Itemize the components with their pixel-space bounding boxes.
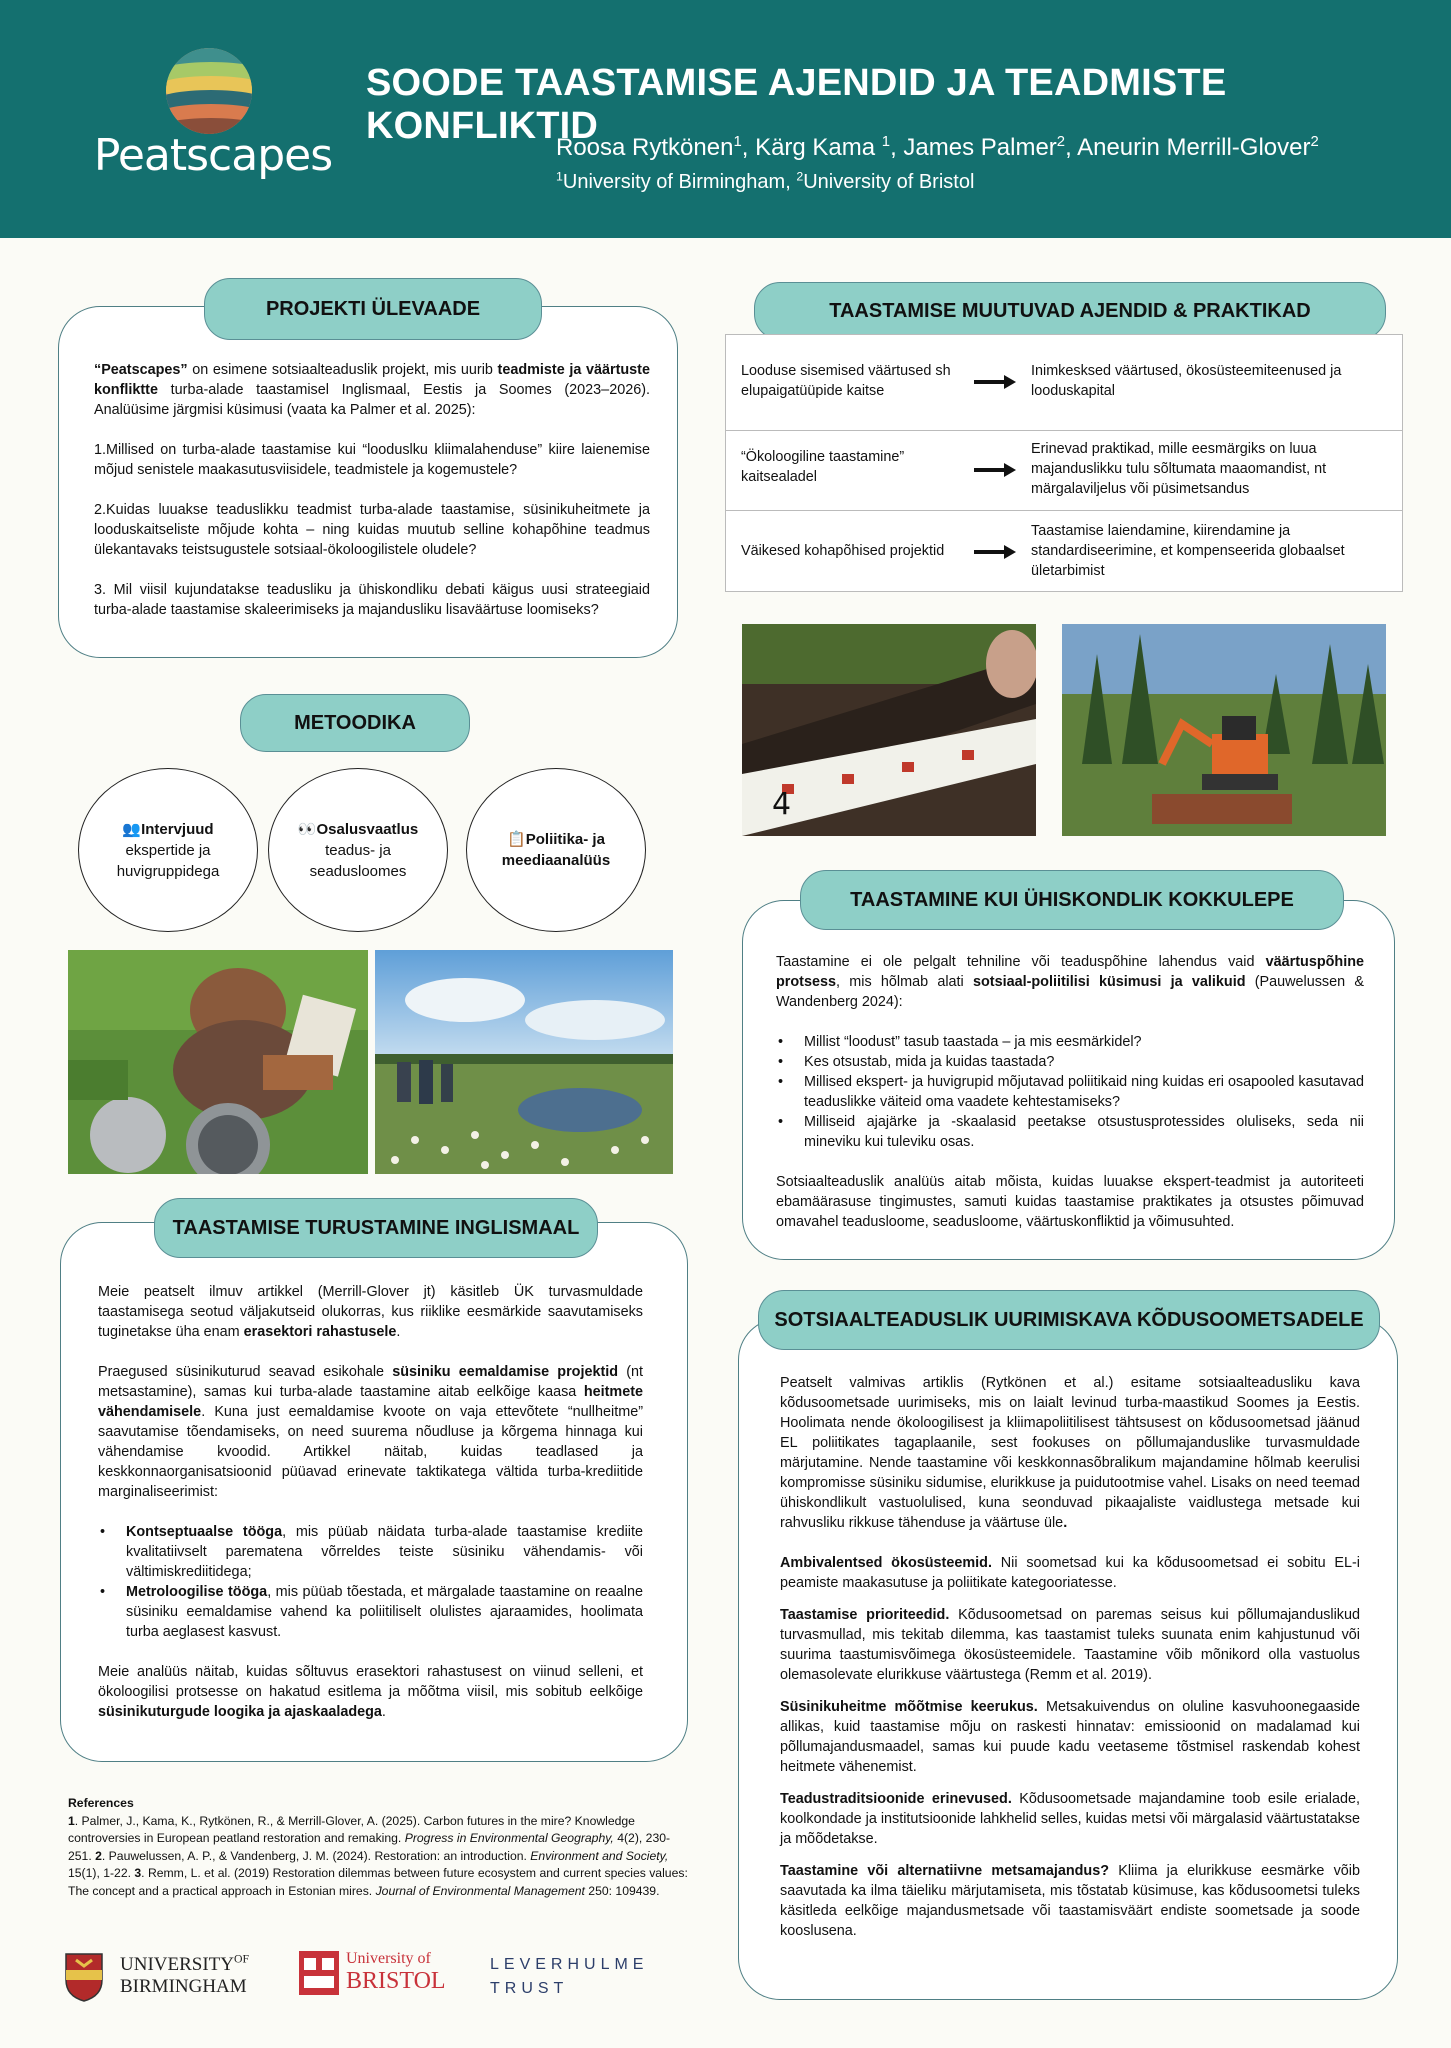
estonia-heading: SOTSIAALTEADUSLIK UURIMISKAVA KÕDUSOOMETSADELE — [758, 1290, 1380, 1350]
question-1: 1.Millised on turba-alade taastamise kui “looduslku kliimalahenduse” kiire laienemise mõjud senistele maakasutusviisidele, teadmistele ja kogemustele? — [94, 442, 650, 478]
list-item: • Metroloogilise tööga, mis püüab tõestada, et märgalade taastamine on reaalne süsiniku eemaldamise vahend ka poliitiliselt olulistes ajaraamides, hoolimata turba aeglasest kasvust. — [98, 1582, 643, 1642]
question-2: 2.Kuidas luuakse teaduslikku teadmist turba-alade taastamise, süsinikuheitmete ja looduskaitseliste mõjude kohta – ning kuidas muutub selline kohapõhine teadmus ülekantavaks teistsugustele sotsiaal-ökoloogilistele oludele? — [94, 502, 650, 558]
table-row: Looduse sisemised väärtused sh elupaigatüüpide kaitse Inimkesksed väärtused, ökosüsteemiteenused ja looduskapital — [726, 335, 1402, 431]
affiliations: $^1$University of Birmingham, $^2$University of Bristol — [556, 169, 975, 193]
question-3: 3. Mil viisil kujundatakse teadusliku ja ühiskondliku debati käigus uusi strateegiaid turba-alade taastamise skaleerimiseks ja majandusliku lisaväärtuse loomiseks? — [94, 582, 650, 618]
table-row: “Ökoloogiline taastamine” kaitsealadel Erinevad praktikad, mille eesmärgiks on luua majanduslikku tulu sõltumata maaomandist, nt märgalaviljelus või püsimetsandus — [726, 431, 1402, 511]
birmingham-crest-icon — [64, 1952, 104, 2002]
photo-excavator — [1062, 624, 1386, 836]
uk-market-heading: TAASTAMISE TURUSTAMINE INGLISMAAL — [154, 1198, 598, 1258]
eyes-icon: 👀 — [297, 820, 317, 838]
motives-table — [725, 334, 1403, 592]
peatscapes-logo-icon — [166, 48, 252, 134]
svg-text:4: 4 — [772, 787, 792, 822]
method-interviews: 👥Intervjuud ekspertide ja huvigruppidega — [78, 768, 258, 932]
list-item: • Milliseid ajajärke ja -skaalasid peetakse otsustusprotessides oluliseks, seda nii mineviku kui tuleviku osas. — [776, 1112, 1364, 1152]
photo-bog-landscape — [375, 950, 673, 1174]
list-item: • Kontseptuaalse tööga, mis püüab näidata turba-alade taastamise krediite kvalitatiivselt parematena võrreldes teiste süsiniku vähendamis- või vältimiskrediitidega; — [98, 1522, 643, 1582]
estonia-text: Peatselt valmivas artiklis (Rytkönen et al.) esitame sotsiaalteadusliku kava kõdusoometsade uurimiseks, mis on laialt levinud turba-maastikud Soomes ja Eestis. Hoolimata nende ökoloogilisest ja kliimapoliitilisest tähtsusest on kõdusoometsad jäänud EL poliitikates tagaplaanile, sest fookuses on põllumajanduslike turvasmuldade märjutamine. Nende taastamine või keskkonnasõbralikum majandamine hõlmab keerulisi kompromisse süsiniku sidumise, elurikkuse ja puidutootmise vahel. Lisaks on need teemad ühiskondlikult vastuolulised, kuna seonduvad pikaajaliste vaidlustega metsade kui rahvusliku rikkuse tähenduse ja väärtuse üle. Ambivalentsed ökosüsteemid. Nii soometsad kui ka kõdusoometsad ei sobitu EL-i peamiste maakasutuse ja poliitikate kategooriatesse. Taastamise prioriteedid. Kõdusoometsad on paremas seisus kui põllumajanduslikud turvasmullad, mis tekitab dilemma, kas taastamist tuleks suunata enim kahjustunud või suurima taastumisvõimega ökosüsteemidele. Taastamine võib mõnikord olla vastuolus olemasolevate elurikkuse väärtustega (Remm et al. 2019). Süsinikuheitme mõõtmise keerukus. Metsakuivendus on oluline kasvuhoonegaaside allikas, kuid taastamise mõju on raskesti hinnatav: emissioonid on madalamad kui põllumajandusmaadel, samas kui puude kadu veetaseme tõstmisel raskendab kohest heitmete vähenemist. Teadustraditsioonide erinevused. Kõdusoometsade majandamine toob esile erialade, koolkondade ja institutsioonide lahkhelid selles, kuidas metsi või märgalasid väärtustatakse ja mõõdetakse. Taastamine või alternatiivne metsamajandus? Kliima ja elurikkuse eesmärke võib saavutada ka ilma täieliku märjutamiseta, mis tõstatab küsimuse, kas kõdusoometsi tuleks käsitleda eelkõige majandusmetsade või taastamisväärt endiste soometsade ja soode kooslusena. — [780, 1375, 1361, 1939]
uk-market-text: Meie peatselt ilmuv artikkel (Merrill-Glover jt) käsitleb ÜK turvasmuldade taastamisega seotud väljakutseid olukorras, kus riiklike eesmärkide saavutamiseks tuginetakse üha enam erasektori rahastusele. Praegused süsinikuturud seavad esikohale süsiniku eemaldamise projektid (nt metsastamine), samas kui turba-alade taastamine aitab eelkõige kaasa heitmete vähendamisele. Kuna just eemaldamise kvoote on vaja ettevõtete “nullheitme” saavutamise tõendamiseks, on need suurema nõudluse ja kõrgema hinnaga kui vähendamise kvoodid. Artikkel näitab, kuidas teadlased ja keskkonnaorganisatsioonid püüavad erinevate taktikatega vältida turba-krediitide marginaliseerimist: • Kontseptuaalse tööga, mis püüab näidata turba-alade taastamise krediite kvalitatiivselt parematena võrreldes teiste süsiniku vähendamis- või vältimiskrediitidega; • Metroloogilise tööga, mis püüab tõestada, et märgalade taastamine on reaalne süsiniku eemaldamise vahend ka poliitiliselt olulistes ajaraamides, hoolimata turba aeglasest kasvust. Meie analüüs näitab, kuidas sõltuvus erasektori rahastusest on viinud selleni, et ökoloogilisi protsesse on hakatud esitlema ja mõõtma viisil, mis sobitub eelkõige süsinikuturgude loogika ja ajaskaaladega. — [98, 1282, 643, 1742]
references: References 1. Palmer, J., Kama, K., Rytkönen, R., & Merrill-Glover, A. (2025). Carbon futures in the mire? Knowledge controversies in European peatland restoration and remaking. Progress in Environmental Geography, 4(2), 230-251. 2. Pauwelussen, A. P., & Vandenberg, J. M. (2024). Restoration: an introduction. Environment and Society, 15(1), 1-22. 3. Remm, L. et al. (2019) Restoration dilemmas between future ecosystem and current species values: The concept and a practical approach in Estonian mires. Journal of Environmental Management 250: 109439. — [68, 1796, 688, 1898]
method-policy-analysis: 📋Poliitika- ja meediaanalüüs — [466, 768, 646, 932]
table-row: Väikesed kohapõhised projektid Taastamise laiendamine, kiirendamine ja standardiseerimine, et kompenseerida globaalset ületarbimist — [741, 523, 1345, 579]
consensus-text: Taastamine ei ole pelgalt tehniline või teaduspõhine lahendus vaid väärtuspõhine protsess, mis hõlmab alati sotsiaal-poliitilisi küsimusi ja valikuid (Pauwelussen & Wandenberg 2024): • Millist “loodust” tasub taastada – ja mis eesmärkidel? • Kes otsustab, mida ja kuidas taastada? • Millised ekspert- ja huvigrupid mõjutavad poliitikaid ning kuidas eri osapooled kasutavad teaduslikke väiteid oma vaadete kehtestamiseks? • Milliseid ajajärke ja -skaalasid peetakse otsustusprotessides oluliseks, seda nii mineviku kui tuleviku osas. Sotsiaalteaduslik analüüs aitab mõista, kuidas luuakse ekspert-teadmist ja autoriteeti ebamäärasuse tingimustes, samuti kuidas taastamise praktikates ja otsustes põimuvad omavahel teadusloome, seadusloome, väärtuskonfliktid ja võimusuhted. — [776, 952, 1364, 1252]
arrow-right-icon — [974, 375, 1016, 389]
changing-heading: TAASTAMISE MUUTUVAD AJENDID & PRAKTIKAD — [754, 282, 1386, 340]
people-icon: 👥 — [122, 820, 142, 838]
list-item: • Millised ekspert- ja huvigrupid mõjutavad poliitikaid ning kuidas eri osapooled kasutavad teaduslikke väiteid oma vaadete kehtestamiseks? — [776, 1072, 1364, 1112]
arrow-right-icon — [974, 545, 1016, 559]
list-item: • Kes otsustab, mida ja kuidas taastada? — [776, 1052, 1364, 1072]
consensus-heading: TAASTAMINE KUI ÜHISKONDLIK KOKKULEPE — [800, 870, 1344, 930]
list-item: • Millist “loodust” tasub taastada – ja mis eesmärkidel? — [776, 1032, 1364, 1052]
overview-text: “Peatscapes” on esimene sotsiaalteaduslik projekt, mis uurib teadmiste ja väärtuste konfliktte turba-alade taastamisel Inglismaal, Eestis ja Soomes (2023–2026). Analüüsime järgmisi küsimusi (vaata ka Palmer et al. 2025): 1.Millised on turba-alade taastamise kui “looduslku kliimalahenduse” kiire laienemise mõjud senistele maakasutusviisidele, teadmistele ja kogemustele? 2.Kuidas luuakse teaduslikku teadmist turba-alade taastamise, süsinikuheitmete ja looduskaitseliste mõjude kohta – ning kuidas muutub selline kohapõhine teadmus ülekantavaks teistsugustele sotsiaal-ökoloogilistele oludele? 3. Mil viisil kujundatakse teadusliku ja ühiskondliku debati käigus uusi strateegiaid turba-alade taastamise skaleerimiseks ja majandusliku lisaväärtuse loomiseks? — [94, 362, 650, 618]
photo-peat-core — [742, 624, 1036, 836]
bristol-crest-icon — [298, 1950, 340, 1996]
arrow-right-icon — [974, 463, 1016, 477]
poster-title: SOODE TAASTAMISE AJENDID JA TEADMISTE KONFLIKTID — [366, 62, 1227, 147]
author-list: Roosa Rytkönen$^1$, Kärg Kama $^1$, James Palmer$^2$, Aneurin Merrill-Glover$^2$ — [556, 134, 1319, 161]
photo-field-sampling — [68, 950, 368, 1174]
methods-heading: METOODIKA — [240, 694, 470, 752]
overview-heading: PROJEKTI ÜLEVAADE — [204, 278, 542, 340]
method-observation: 👀Osalusvaatlus teadus- ja seadusloomes — [268, 768, 448, 932]
clipboard-icon: 📋 — [507, 831, 526, 848]
logo-text: Peatscapes — [93, 130, 333, 181]
birmingham-logo: $UNIVERSITY^{OF}$ BIRMINGHAM — [64, 1952, 274, 2006]
bristol-logo: University of BRISTOL — [298, 1948, 458, 2002]
leverhulme-logo: LEVERHULME TRUST — [490, 1956, 649, 1997]
header-banner — [0, 0, 1451, 238]
